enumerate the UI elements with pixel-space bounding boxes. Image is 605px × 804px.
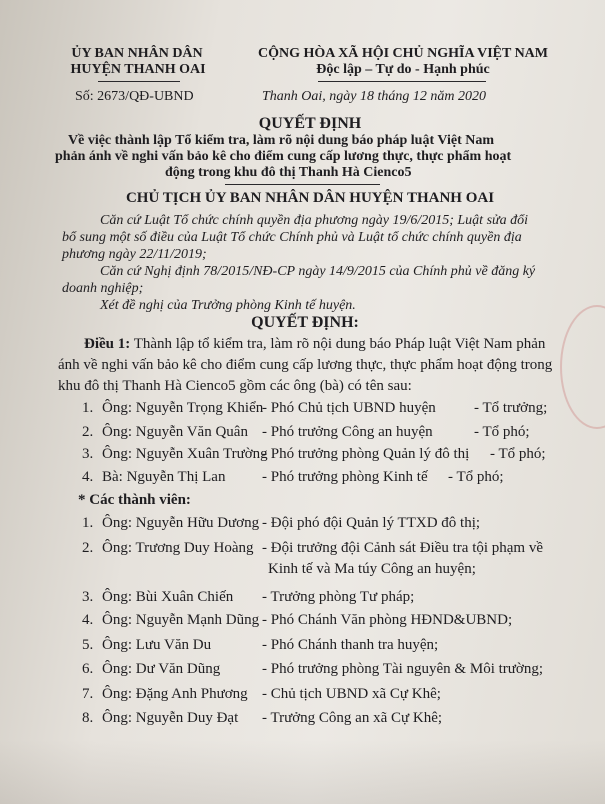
subject-line3: động trong khu đô thị Thanh Hà Cienco5 [165, 165, 412, 180]
leader-name: Ông: Nguyễn Trọng Khiển [102, 400, 264, 416]
member-num: 6. [82, 661, 94, 677]
member-name: Ông: Nguyễn Hữu Dương [102, 515, 260, 531]
leader-num: 2. [82, 424, 94, 440]
decision-heading: QUYẾT ĐỊNH: [251, 314, 359, 331]
leader-duty: - Tổ phó; [448, 469, 504, 485]
member-num: 4. [82, 612, 94, 628]
subject-line2: phản ánh về nghi vấn bảo kê cho điểm cung cấp lương thực, thực phẩm hoạt [55, 149, 512, 164]
member-role: - Trưởng phòng Tư pháp; [262, 589, 415, 605]
red-stamp-mark [560, 305, 605, 429]
member-name: Ông: Dư Văn Dũng [102, 661, 221, 677]
agency-line1: ỦY BAN NHÂN DÂN [71, 46, 203, 61]
nation-underline [318, 81, 486, 82]
leader-duty: - Tổ phó; [490, 446, 546, 462]
member-role: - Đội phó đội Quản lý TTXD đô thị; [262, 515, 481, 531]
agency-line2: HUYỆN THANH OAI [70, 62, 206, 77]
member-num: 2. [82, 540, 94, 556]
nation-line1: CỘNG HÒA XÃ HỘI CHỦ NGHĨA VIỆT NAM [257, 46, 548, 61]
leader-num: 1. [82, 400, 94, 416]
preamble-line3: phương ngày 22/11/2019; [62, 247, 207, 262]
member-role: - Phó Chánh thanh tra huyện; [262, 637, 439, 653]
preamble-line1: Căn cứ Luật Tổ chức chính quyền địa phương ngày 19/6/2015; Luật sửa đổi [100, 213, 529, 228]
member-name: Ông: Nguyễn Mạnh Dũng [102, 612, 260, 628]
member-role-cont: Kinh tế và Ma túy Công an huyện; [268, 561, 476, 577]
article1-line3: khu đô thị Thanh Hà Cienco5 gồm các ông (bà) có tên sau: [58, 378, 412, 394]
member-role: - Chủ tịch UBND xã Cự Khê; [262, 686, 441, 702]
leader-duty: - Tổ trưởng; [474, 400, 548, 416]
preamble-line4: Căn cứ Nghị định 78/2015/NĐ-CP ngày 14/9/2015 của Chính phủ về đăng ký [100, 264, 536, 279]
preamble-line5: doanh nghiệp; [62, 281, 144, 296]
member-role: - Đội trưởng đội Cảnh sát Điều tra tội phạm về [262, 540, 544, 556]
preamble-line6: Xét đề nghị của Trưởng phòng Kinh tế huyện. [100, 298, 356, 313]
member-num: 3. [82, 589, 94, 605]
member-name: Ông: Trương Duy Hoàng [102, 540, 254, 556]
page-shadow [0, 740, 605, 804]
members-heading: * Các thành viên: [78, 492, 191, 508]
member-num: 5. [82, 637, 94, 653]
leader-role: - Phó trưởng phòng Quản lý đô thị [262, 446, 470, 462]
article1-label: Điều 1: [84, 336, 131, 352]
leader-role: - Phó Chủ tịch UBND huyện [262, 400, 436, 416]
member-num: 8. [82, 710, 94, 726]
member-name: Ông: Lưu Văn Du [102, 637, 212, 653]
leader-duty: - Tổ phó; [474, 424, 530, 440]
place-date: Thanh Oai, ngày 18 tháng 12 năm 2020 [262, 89, 486, 104]
document-title: QUYẾT ĐỊNH [258, 115, 362, 132]
member-name: Ông: Nguyễn Duy Đạt [102, 710, 239, 726]
subject-line1: Về việc thành lập Tổ kiểm tra, làm rõ nội dung báo pháp luật Việt Nam [68, 133, 495, 148]
member-role: - Phó trưởng phòng Tài nguyên & Môi trường; [262, 661, 544, 677]
preamble-line2: bổ sung một số điều của Luật Tổ chức Chính phủ và Luật tổ chức chính quyền địa [62, 230, 522, 245]
leader-name: Ông: Nguyễn Văn Quân [102, 424, 248, 440]
leader-name: Ông: Nguyễn Xuân Trường [102, 446, 268, 462]
agency-underline [98, 81, 180, 82]
member-name: Ông: Bùi Xuân Chiến [102, 589, 234, 605]
leader-role: - Phó trưởng Công an huyện [262, 424, 433, 440]
member-name: Ông: Đặng Anh Phương [102, 686, 248, 702]
member-role: - Trưởng Công an xã Cự Khê; [262, 710, 443, 726]
leader-num: 3. [82, 446, 94, 462]
leader-role: - Phó trưởng phòng Kinh tế [262, 469, 428, 485]
member-role: - Phó Chánh Văn phòng HĐND&UBND; [262, 612, 513, 628]
leader-name: Bà: Nguyễn Thị Lan [102, 469, 226, 485]
member-num: 7. [82, 686, 94, 702]
article1-line1 [84, 336, 545, 353]
nation-line2: Độc lập – Tự do - Hạnh phúc [316, 62, 490, 77]
title-underline [225, 184, 380, 185]
article1-text1: Thành lập tổ kiểm tra, làm rõ nội dung báo Pháp luật Việt Nam phản [130, 336, 546, 352]
article1-line2: ánh về nghi vấn bảo kê cho điểm cung cấp lương thực, thực phẩm hoạt động trong [58, 357, 553, 373]
member-num: 1. [82, 515, 94, 531]
leader-num: 4. [82, 469, 94, 485]
document-number: Số: 2673/QĐ-UBND [75, 89, 194, 104]
issuer-heading: CHỦ TỊCH ỦY BAN NHÂN DÂN HUYỆN THANH OAI [125, 190, 495, 206]
